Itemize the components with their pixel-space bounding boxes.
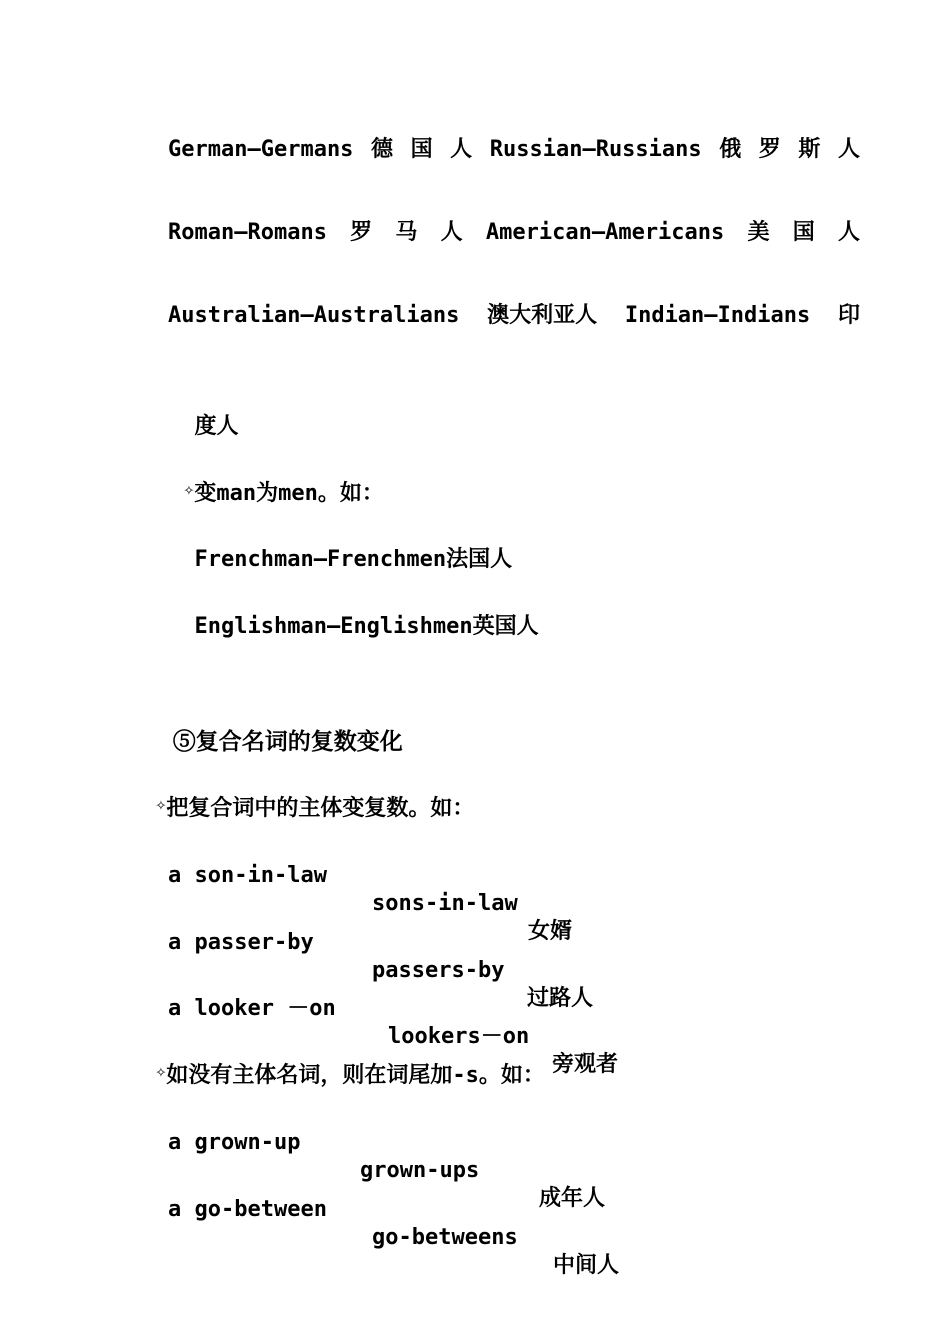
singular-form: a son-in-law bbox=[168, 863, 327, 888]
singular-form: a grown-up bbox=[168, 1130, 301, 1155]
chinese-meaning: 成年人 bbox=[539, 1186, 606, 1211]
term: 人 bbox=[440, 220, 463, 245]
plural-form: sons-in-law bbox=[372, 891, 518, 916]
term: 斯 bbox=[798, 137, 821, 162]
chinese-meaning: 过路人 bbox=[527, 986, 594, 1011]
term: 人 bbox=[450, 137, 473, 162]
example-line bbox=[168, 585, 539, 641]
term: 美 bbox=[747, 220, 770, 245]
term: Australian—Australians bbox=[168, 303, 460, 328]
plural-form: lookers－on bbox=[388, 1024, 530, 1049]
example-text: Englishman—Englishmen英国人 bbox=[194, 614, 539, 639]
chinese-meaning: 女婿 bbox=[528, 919, 573, 944]
term: Indian—Indians bbox=[624, 303, 811, 328]
term: 度人 bbox=[194, 414, 239, 439]
term: 国 bbox=[410, 137, 433, 162]
sparkle-bullet-icon: ✧ bbox=[155, 794, 167, 815]
rule-text: 如没有主体名词，则在词尾加-s。如： bbox=[166, 1063, 545, 1088]
term: 德 bbox=[371, 137, 394, 162]
rule-plural-head-noun bbox=[129, 767, 474, 823]
rule-text: 变man为men。如： bbox=[194, 481, 384, 506]
term: 人 bbox=[837, 220, 860, 245]
term: 俄 bbox=[719, 137, 742, 162]
rule-text: 把复合词中的主体变复数。如： bbox=[166, 796, 475, 821]
term: 罗 bbox=[758, 137, 781, 162]
rule-man-to-men bbox=[157, 452, 384, 508]
nationality-row-3 bbox=[168, 302, 860, 330]
nationality-row-2 bbox=[168, 219, 860, 247]
singular-form: a go-between bbox=[168, 1197, 327, 1222]
term: 印 bbox=[837, 303, 860, 328]
term: American—Americans bbox=[485, 220, 725, 245]
plural-form: grown-ups bbox=[360, 1158, 480, 1183]
sparkle-bullet-icon: ✧ bbox=[155, 1061, 167, 1082]
term: Roman—Romans bbox=[168, 220, 327, 245]
sparkle-bullet-icon: ✧ bbox=[183, 479, 195, 500]
singular-form: a passer-by bbox=[168, 930, 314, 955]
plural-form: passers-by bbox=[372, 958, 505, 983]
term: 澳大利亚人 bbox=[487, 303, 598, 328]
singular-form: a looker －on bbox=[168, 996, 336, 1021]
plural-form: go-betweens bbox=[372, 1225, 518, 1250]
example-line bbox=[168, 518, 512, 574]
term: 国 bbox=[792, 220, 815, 245]
term: 罗 bbox=[350, 220, 373, 245]
example-text: Frenchman—Frenchmen法国人 bbox=[194, 547, 513, 572]
chinese-meaning: 中间人 bbox=[553, 1253, 620, 1278]
term: Russian—Russians bbox=[489, 137, 702, 162]
term: 马 bbox=[395, 220, 418, 245]
section-title: ⑤复合名词的复数变化 bbox=[172, 729, 403, 755]
chinese-meaning: 旁观者 bbox=[552, 1052, 619, 1077]
nationality-row-1 bbox=[168, 136, 860, 164]
term: German—Germans bbox=[168, 137, 354, 162]
nationality-row-3-continued bbox=[168, 385, 239, 441]
section-heading bbox=[145, 700, 403, 756]
rule-no-head-noun bbox=[129, 1034, 545, 1090]
term: 人 bbox=[837, 137, 860, 162]
